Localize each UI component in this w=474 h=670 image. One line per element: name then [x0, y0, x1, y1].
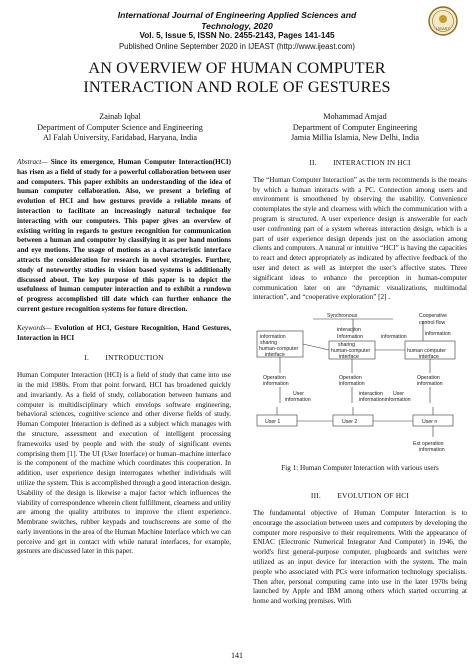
diagram-label-ext-information: information — [419, 447, 445, 454]
diagram-label-operation-info: information — [263, 381, 289, 388]
author-block-1 — [15, 112, 225, 144]
diagram-label-user-info-right: User — [393, 391, 404, 398]
diagram-label-operation-mid-info: information — [339, 381, 365, 388]
journal-seal-icon — [428, 6, 458, 36]
author-department: Department of Computer Science and Engineering — [37, 122, 203, 132]
page-number: 141 — [231, 651, 243, 660]
diagram-label-sharing-1: sharing — [338, 342, 356, 349]
author-institution: Jamia Millia Islamia, New Delhi, India — [290, 133, 419, 142]
interaction-text: The “Human Computer Interaction” as the term recommends is the means by which a human interacts with a PC. Connection among users and environment is smoothened by observing the usability. Convenience contemplates the style and clearness with which the communication with a program is structured. A user experience design is answerable for each user confronting part of a system whereas interaction design, which is a part of user experience design depends just on the association among clients and computers. A natural or intuitive “HCI” is having the capacities to react and detect appropriately as indicated by affective feedback of the user and detect as well as interpret the user’s affective states. Three significant ideas to enhance the perception in human-computer communication later on are “dynamic visualizations, multimodal interaction”, and “cooperative exploration” [2] . — [253, 175, 467, 302]
keywords — [17, 324, 231, 344]
diagram-label-interface: interface — [265, 352, 285, 359]
diagram-label-info-3: information — [425, 331, 451, 338]
diagram-label-user1: User 1 — [265, 419, 281, 426]
keywords-lead: Keywords— — [17, 323, 52, 332]
diagram-label-operation-right: Operation — [417, 375, 440, 382]
paper-title-line-1: AN OVERVIEW OF HUMAN COMPUTER — [88, 59, 386, 77]
journal-publication: Published Online September 2020 in IJEAST (http://www.ijeast.com) — [118, 41, 356, 51]
diagram-label-iface-left: interface — [339, 354, 359, 361]
figure-hci-users — [253, 311, 467, 481]
paper-title-line-2: INTERACTION AND ROLE OF GESTURES — [83, 78, 391, 96]
diagram-label-sharing: sharing — [260, 340, 278, 347]
author-institution: Al Falah University, Faridabad, Haryana, India — [42, 133, 198, 142]
diagram-label-human-comp-right: human computer — [407, 348, 446, 355]
right-column — [253, 158, 467, 607]
diagram-label-info-2: information — [381, 334, 407, 341]
author-block-2 — [250, 112, 460, 144]
diagram-label-operation-mid: Operation — [339, 375, 362, 382]
diagram-label-user2: User 2 — [342, 419, 358, 426]
author-name: Zainab Iqbal — [99, 112, 141, 121]
diagram-label-sync: Synchronous — [327, 313, 358, 320]
section-heading-introduction: I. INTRODUCTION — [84, 353, 164, 363]
diagram-label-control-flow: control flow — [419, 320, 446, 327]
diagram-label-ext-operation: Ext operation — [413, 441, 444, 448]
keywords-text: Evolution of HCI, Gesture Recognition, Hand Gestures, Interaction in HCI — [17, 323, 231, 342]
diagram-label-operation: Operation — [263, 375, 286, 382]
diagram-label-usern: User n — [422, 419, 438, 426]
journal-issue: Vol. 5, Issue 5, ISSN No. 2455-2143, Pages 141-145 — [139, 31, 335, 40]
seal-label: IJEAST — [436, 26, 450, 31]
diagram-label-info-1: Information — [337, 334, 363, 341]
diagram-label-user-info-left: User — [293, 391, 304, 398]
section-heading-interaction: II. INTERACTION IN HCI — [309, 158, 411, 167]
figure-caption: Fig 1: Human Computer Interaction with various users — [281, 464, 439, 473]
evolution-text: The fundamental objective of Human Computer Interaction is to encourage the association between users and computers by developing the computer more responsive to their requirements. With the appearance of ENIAC (Electronic Numerical Integrator And Computer) in 1946, the world's first general-purpose computer, plugboards and switches were utilized as an input device for interaction with the system. The main people who associated with PCs were information technology specialists. Then after, personal computing came into use in the later 1970s being launched by Apple and IBM among others which started occurring at home and working premises. With — [253, 508, 467, 606]
journal-title: International Journal of Engineering Applied Sciences and Technology, 2020 — [117, 10, 357, 31]
diagram-label-user-info-right-2: information — [385, 397, 411, 404]
diagram-label-interaction-mid: interaction — [359, 391, 383, 398]
journal-header — [100, 10, 374, 52]
left-column — [17, 158, 231, 557]
diagram-label-iface-right: interface — [419, 354, 439, 361]
hci-diagram — [253, 311, 467, 461]
section-heading-evolution: III. EVOLUTION OF HCI — [310, 491, 410, 501]
abstract-text: Since its emergence, Human Computer Interaction(HCI) has risen as a field of study for a powerful collaboration between user and computers. This paper exhibits an understanding of the idea of human computer collaboration. Also, we present a briefing of evolution of HCI and how gestures provide a reliable means of interaction to facilitate an increasingly natural technique for interacting with our computers. This paper gives an overview of existing writing in regards to gesture recognition for communication between a human and computer by classifying it as per hand motions and eye motions. The usage of motions as a characteristic interface attracts the consideration for research in novel strategies. Further, study of noteworthy studies in vision based systems is additionally discussed about. The key purpose of this paper is to depict the usefulness of human computer interaction and to exhibit a rundown of progress accomplished till date which can further enhance the current gesture recognition systems for future direction. — [17, 158, 231, 313]
diagram-label-interaction: interaction — [337, 327, 361, 334]
author-department: Department of Computer Engineering — [292, 122, 418, 132]
introduction-text: Human Computer Interaction (HCI) is a field of study that came into use in the mid 1980s. From that point forward, HCI has broadened quickly and invariantly. As a field of study, collaboration between humans and computer is multidisciplinary which envelops software engineering, behavioral sciences, cognitive science and other diverse fields of study. Human Computer Interaction is defined as a subject which manages with the structure, assessment and execution of intelligent processing frameworks used by people and with the study of significant events comprising them [1]. The UI (User Interface) or human–machine interface is the component of the machine which coordinates this cooperation. In addition, user experience design interrogates whether individuals will utilize the system. This is accomplished through a good interaction design. Usability of the design is likewise a major factor which influences the viability of correspondence wherein client fulfillment, clearness and utility are among the quality attributes to improve the client experience. Membrane switches, rubber keypads and touchscreens are some of the early inventions in the area of the Human Machine Interface which we can perceive and get in contact with while natural interfaces, for example, gestures are discussed later in this paper. — [17, 371, 231, 556]
diagram-label-human-comp-left: human-computer — [331, 348, 371, 355]
diagram-label-cooperative: Cooperative — [419, 313, 447, 320]
abstract-lead: Abstract— — [17, 158, 48, 166]
diagram-label-info-mid: information — [359, 397, 385, 404]
diagram-label-information: information — [260, 334, 286, 341]
diagram-label-human-computer: human-computer — [259, 346, 299, 353]
diagram-label-user-info-left-2: information — [285, 397, 311, 404]
paper-title — [20, 59, 454, 97]
author-name: Mohammad Amjad — [323, 112, 387, 121]
abstract — [17, 158, 231, 315]
diagram-label-operation-right-info: information — [417, 381, 443, 388]
